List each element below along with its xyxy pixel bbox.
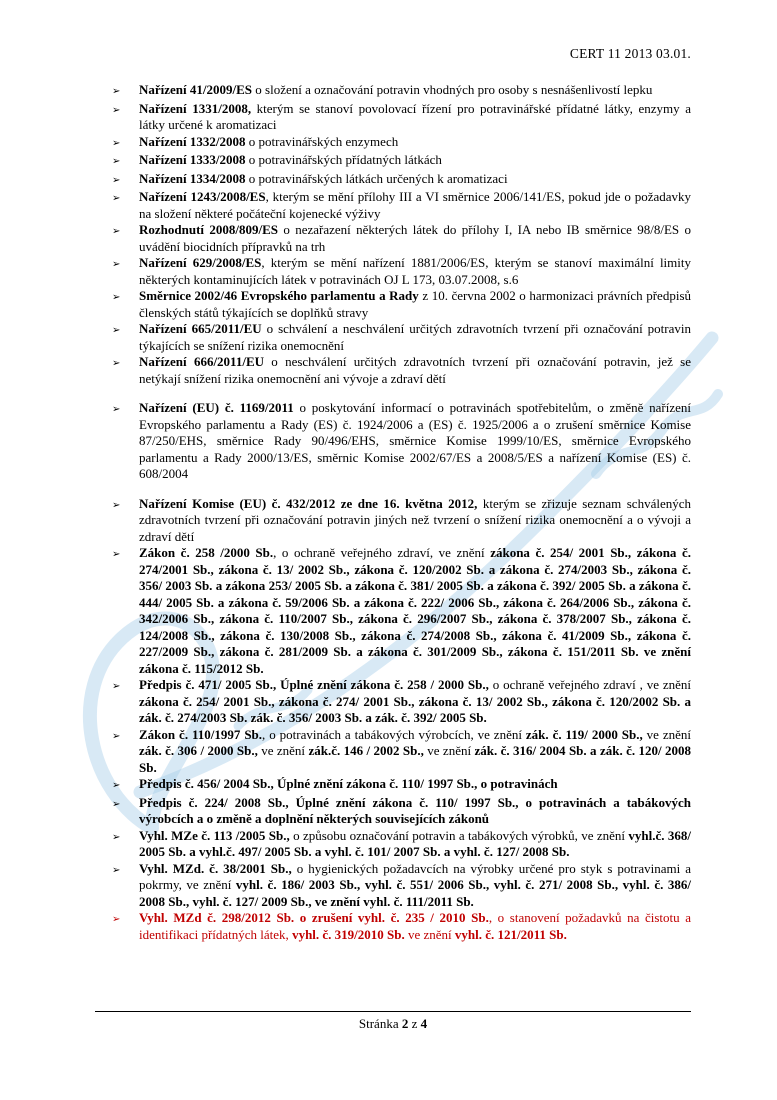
regulation-description-segment: kterým se zřizuje seznam schválených zdravotních tvrzení při označování potravin jiných než tvrzení o snížení rizika onemocnění a o vývoji a zdraví dětí <box>139 495 692 544</box>
regulation-title-segment: Nařízení 665/2011/EU <box>139 321 267 336</box>
arrow-bullet-icon: ➢ <box>112 864 121 876</box>
regulation-description-segment: o potravinářských přídatných látkách <box>248 152 442 167</box>
arrow-bullet-icon: ➢ <box>112 292 121 303</box>
list-item <box>112 189 691 222</box>
regulation-description-segment: , kterým se mění nařízení 1881/2006/ES, kterým se stanoví maximální limity některých kontaminujících látek v potravinách OJ L 173, 03.07.2008, s.6 <box>139 255 692 287</box>
regulation-title-segment: Nařízení 1332/2008 <box>139 133 249 149</box>
page-footer <box>95 1011 691 1032</box>
arrow-bullet-icon: ➢ <box>112 798 121 810</box>
list-item-text <box>139 101 691 134</box>
list-item-text <box>139 795 691 828</box>
list-item-text <box>139 496 691 546</box>
arrow-bullet-icon: ➢ <box>112 325 121 336</box>
list-item-text <box>139 171 691 190</box>
list-item-text <box>139 861 691 911</box>
list-item <box>112 354 691 387</box>
list-item-text <box>139 910 691 943</box>
regulation-title-segment: Nařízení 1333/2008 <box>139 152 249 167</box>
regulation-description-segment: o složení a označování potravin vhodných pro osoby s nesnášenlivostí lepku <box>255 82 653 97</box>
regulation-title-segment: Vyhl. MZd č. 298/2012 Sb. o zrušení vyhl. č. 235 / 2010 Sb. <box>139 910 489 925</box>
regulation-description-segment: , o ochraně veřejného zdraví, ve znění <box>273 545 491 560</box>
arrow-bullet-icon: ➢ <box>112 193 121 204</box>
regulation-title-segment: Nařízení 1243/2008/ES <box>139 189 266 204</box>
regulation-description-segment: ve znění <box>642 726 691 742</box>
arrow-bullet-icon: ➢ <box>112 86 121 97</box>
list-item-text <box>139 400 691 483</box>
regulation-title-segment: zák. č. 316/ 2004 Sb. a zák. č. 120/ 2008 Sb. <box>139 743 692 775</box>
list-item <box>112 255 691 288</box>
regulation-title-segment: Nařízení 1331/2008, <box>139 100 257 116</box>
list-item-text <box>139 354 691 387</box>
regulation-title-segment: Zákon č. 258 /2000 Sb. <box>139 545 274 560</box>
arrow-bullet-icon: ➢ <box>112 156 121 167</box>
regulation-description-segment: o způsobu označování potravin a tabákových výrobků, ve znění <box>293 827 629 843</box>
regulation-title-segment: zákona č. 254/ 2001 Sb., zákona č. 274/2001 Sb., zákona č. 13/ 2002 Sb., zákona č. 120/2002 Sb. a zákona č. 274/2003 Sb., zákona č. 356/ 2003 Sb. a zákona 253/ 2005 Sb. a zákona č. 381/ 2005 Sb. a zákona č. 392/ 2005 Sb. a zákona č. 444/ 2005 Sb. a zákona č. 59/2006 Sb. a zákona č. 222/ 2006 Sb., zákona č. 264/2006 Sb., zákona č. 342/2006 Sb., zákona č. 110/2007 Sb., zákona č. 296/2007 Sb., zákona č. 378/2007 Sb., zákona č. 124/2008 Sb., zákona č. 130/2008 Sb., zákona č. 274/2008 Sb., zákona č. 41/2009 Sb., zákona č. 227/2009 Sb., zákona č. 281/2009 Sb. a zákona č. 301/2009 Sb., zákona č. 151/2011 Sb. ve znění zákona č. 115/2012 Sb. <box>139 545 691 676</box>
arrow-bullet-icon: ➢ <box>112 226 121 237</box>
list-item <box>112 222 691 255</box>
list-item-text <box>139 134 691 153</box>
regulation-title-segment: zák. č. 119/ 2000 Sb., <box>525 726 643 742</box>
regulation-description-segment: z 10. června 2002 o harmonizaci právních předpisů členských států týkajících se doplňků stravy <box>139 288 692 320</box>
regulation-title-segment: vyhl.č. 368/ 2005 Sb. a vyhl.č. 497/ 2005 Sb. a vyhl. č. 101/ 2007 Sb. a vyhl. č. 127/ 2008 Sb. <box>139 827 691 859</box>
list-item <box>112 545 691 677</box>
regulation-title-segment: Vyhl. MZe č. 113 /2005 Sb., <box>139 827 294 843</box>
regulation-title-segment: Nařízení 1334/2008 <box>139 170 249 186</box>
arrow-bullet-icon: ➢ <box>112 499 121 511</box>
regulation-description-segment: o hygienických požadavcích na výrobky určené pro styk s potravinami a pokrmy, ve znění <box>139 860 691 892</box>
list-item <box>112 910 691 943</box>
regulation-title-segment: vyhl. č. 121/2011 Sb. <box>454 926 567 942</box>
regulation-description-segment: , o potravinách a tabákových výrobcích, ve znění <box>262 726 526 742</box>
list-item <box>112 795 691 828</box>
arrow-bullet-icon: ➢ <box>112 137 121 149</box>
regulation-title-segment: vyhl. č. 319/2010 Sb. <box>292 926 405 942</box>
regulation-description-segment: , kterým se mění přílohy III a VI směrnice 2006/141/ES, pokud jde o požadavky na složení některé počáteční kojenecké výživy <box>139 189 692 221</box>
list-item <box>112 776 691 795</box>
regulation-title-segment: Vyhl. MZd. č. 38/2001 Sb., <box>139 860 297 876</box>
list-item-text <box>139 255 691 288</box>
arrow-bullet-icon: ➢ <box>112 914 121 925</box>
regulation-title-segment: Rozhodnutí 2008/809/ES <box>139 222 284 237</box>
regulation-description-segment: o ochraně veřejného zdraví , ve znění <box>492 677 691 692</box>
regulation-title-segment: vyhl. č. 186/ 2003 Sb., vyhl. č. 551/ 2006 Sb., vyhl. č. 271/ 2008 Sb., vyhl. č. 386/ 2008 Sb., vyhl. č. 127/ 2009 Sb., ve znění vyhl. č. 111/2011 Sb. <box>139 877 691 909</box>
list-item-text <box>139 152 691 171</box>
list-item-text <box>139 189 691 222</box>
regulation-list <box>112 82 691 943</box>
regulation-title-segment: zák.č. 146 / 2002 Sb., <box>308 743 424 758</box>
arrow-bullet-icon: ➢ <box>112 831 121 843</box>
regulation-description-segment: o nezařazení některých látek do přílohy I, IA nebo IB směrnice 98/8/ES o uvádění biocidních přípravků na trh <box>139 222 691 254</box>
list-item-text <box>139 82 691 101</box>
list-item <box>112 496 691 546</box>
list-item <box>112 321 691 354</box>
list-item <box>112 400 691 483</box>
arrow-bullet-icon: ➢ <box>112 104 121 116</box>
regulation-title-segment: zák. č. 306 / 2000 Sb., <box>139 743 258 758</box>
regulation-description-segment: o potravinářských látkách určených k aromatizaci <box>248 170 508 186</box>
regulation-title-segment: Předpis č. 471/ 2005 Sb., Úplné znění zákona č. 258 / 2000 Sb., <box>139 677 493 692</box>
arrow-bullet-icon: ➢ <box>112 549 121 560</box>
arrow-bullet-icon: ➢ <box>112 174 121 186</box>
list-item <box>112 171 691 190</box>
list-item <box>112 861 691 911</box>
arrow-bullet-icon: ➢ <box>112 780 121 791</box>
list-item <box>112 134 691 153</box>
list-item-text <box>139 727 691 777</box>
regulation-title-segment: Předpis č. 224/ 2008 Sb., Úplné znění zákona č. 110/ 1997 Sb., o potravinách a tabákových výrobcích a o změně a doplnění některých souvisejících zákonů <box>139 794 691 826</box>
list-item-text <box>139 677 691 727</box>
regulation-description-segment: , o stanovení požadavků na čistotu a identifikaci přídatných látek, <box>139 910 691 942</box>
list-item <box>112 828 691 861</box>
list-item-text <box>139 288 691 321</box>
list-item <box>112 82 691 101</box>
list-item-text <box>139 828 691 861</box>
regulation-description-segment: o potravinářských enzymech <box>248 133 399 149</box>
regulation-description-segment: ve znění <box>404 926 455 942</box>
regulation-title-segment: Nařízení 666/2011/EU <box>139 354 272 369</box>
list-item <box>112 101 691 134</box>
arrow-bullet-icon: ➢ <box>112 404 121 415</box>
footer-prefix: Stránka <box>358 1016 402 1031</box>
list-item-text <box>139 321 691 354</box>
regulation-description-segment: kterým se stanoví povolovací řízení pro potravinářské přídatné látky, enzymy a látky určené k aromatizaci <box>139 100 691 132</box>
regulation-title-segment: Nařízení Komise (EU) č. 432/2012 ze dne 16. května 2012, <box>139 495 483 511</box>
arrow-bullet-icon: ➢ <box>112 681 121 692</box>
list-item <box>112 727 691 777</box>
page-number <box>95 1012 691 1032</box>
list-item-text <box>139 776 691 795</box>
regulation-title-segment: Předpis č. 456/ 2004 Sb., Úplné znění zákona č. 110/ 1997 Sb., o potravinách <box>139 776 558 791</box>
arrow-bullet-icon: ➢ <box>112 358 121 369</box>
regulation-description-segment: o schválení a neschválení určitých zdravotních tvrzení při označování potravin týkajících se snížení rizika onemocnění <box>139 321 691 353</box>
regulation-title-segment: Zákon č. 110/1997 Sb. <box>139 726 263 742</box>
arrow-bullet-icon: ➢ <box>112 259 121 270</box>
list-item-text <box>139 222 691 255</box>
list-item <box>112 288 691 321</box>
regulation-title-segment: Nařízení 41/2009/ES <box>139 82 256 97</box>
regulation-description-segment: ve znění <box>257 743 309 758</box>
regulation-description-segment: o neschválení určitých zdravotních tvrzení při označování potravin, jež se netýkají snížení rizika onemocnění ani vývoje a zdraví dětí <box>139 354 691 386</box>
footer-total-pages: 4 <box>420 1016 428 1031</box>
regulation-title-segment: Nařízení 629/2008/ES <box>139 255 262 270</box>
footer-current-page: 2 <box>401 1016 409 1031</box>
regulation-description-segment: ve znění <box>423 743 475 758</box>
header-text: CERT 11 2013 03.01. <box>569 46 691 61</box>
regulation-title-segment: Směrnice 2002/46 Evropského parlamentu a Rady <box>139 288 423 303</box>
regulation-description-segment: o poskytování informací o potravinách spotřebitelům, o změně nařízení Evropského parlamentu a Rady (ES) č. 1924/2006 a (ES) č. 1925/2006 a o zrušení směrnice Komise 87/250/EHS, směrnice Rady 90/496/EHS, směrnice Komise 1999/10/ES, směrnice Evropského parlamentu a Rady 2000/13/ES, směrnic Komise 2002/67/ES a 2008/5/ES a nařízení Komise (ES) č. 608/2004 <box>139 400 691 481</box>
list-item <box>112 152 691 171</box>
footer-separator: z <box>408 1016 421 1031</box>
document-header <box>570 46 691 62</box>
regulation-title-segment: zákona č. 254/ 2001 Sb., zákona č. 274/ 2001 Sb., zákona č. 13/ 2002 Sb., zákona č. 120/2002 Sb. a zák. č. 274/2003 Sb. zák. č. 356/ 2003 Sb. a zák. č. 392/ 2005 Sb. <box>139 693 691 725</box>
list-item-text <box>139 545 691 677</box>
list-item <box>112 677 691 727</box>
regulation-title-segment: Nařízení (EU) č. 1169/2011 <box>139 400 300 415</box>
arrow-bullet-icon: ➢ <box>112 730 121 742</box>
